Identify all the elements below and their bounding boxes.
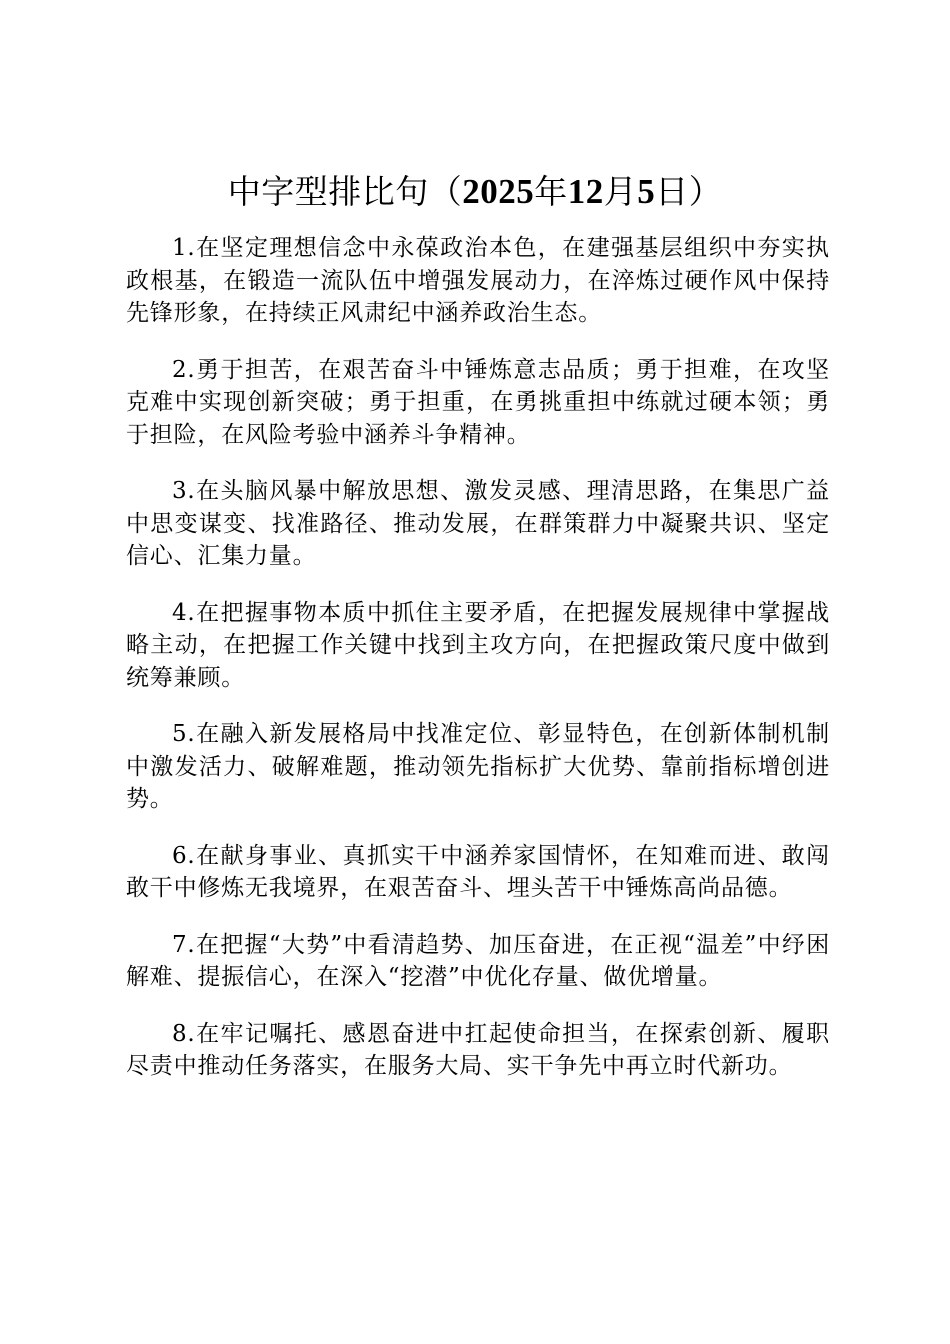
document-title	[0, 168, 950, 216]
paragraph-6: 6.在献身事业、真抓实干中涵养家国情怀，在知难而进、敢闯敢干中修炼无我境界，在艰苦奋斗、埋头苦干中锤炼高尚品德。	[126, 842, 830, 901]
paragraph-5: 5.在融入新发展格局中找准定位、彰显特色，在创新体制机制中激发活力、破解难题，推动领先指标扩大优势、靠前指标增创进势。	[126, 721, 830, 812]
title-month: 12	[567, 172, 604, 211]
paragraph-3: 3.在头脑风暴中解放思想、激发灵感、理清思路，在集思广益中思变谋变、找准路径、推动发展，在群策群力中凝聚共识、坚定信心、汇集力量。	[126, 478, 830, 569]
paragraph-2: 2.勇于担苦，在艰苦奋斗中锤炼意志品质；勇于担难，在攻坚克难中实现创新突破；勇于担重，在勇挑重担中练就过硬本领；勇于担险，在风险考验中涵养斗争精神。	[126, 356, 830, 448]
title-year-unit: 年	[534, 172, 568, 211]
title-day: 5	[637, 172, 656, 211]
title-year: 2025	[462, 172, 535, 211]
title-month-unit: 月	[603, 172, 638, 211]
document-body	[126, 232, 830, 1107]
paragraph-8: 8.在牢记嘱托、感恩奋进中扛起使命担当，在探索创新、履职尽责中推动任务落实，在服务大局、实干争先中再立时代新功。	[126, 1020, 830, 1079]
paragraph-1: 1.在坚定理想信念中永葆政治本色，在建强基层组织中夯实执政根基，在锻造一流队伍中增强发展动力，在淬炼过硬作风中保持先锋形象，在持续正风肃纪中涵养政治生态。	[126, 235, 830, 326]
paragraph-7: 7.在把握“大势”中看清趋势、加压奋进，在正视“温差”中纾困解难、提振信心，在深入“挖潜”中优化存量、做优增量。	[126, 931, 830, 990]
paragraph-4: 4.在把握事物本质中抓住主要矛盾，在把握发展规律中掌握战略主动，在把握工作关键中找到主攻方向，在把握政策尺度中做到统筹兼顾。	[126, 599, 830, 691]
title-prefix: 中字型排比句（	[227, 172, 463, 211]
title-suffix: 日）	[655, 172, 723, 211]
